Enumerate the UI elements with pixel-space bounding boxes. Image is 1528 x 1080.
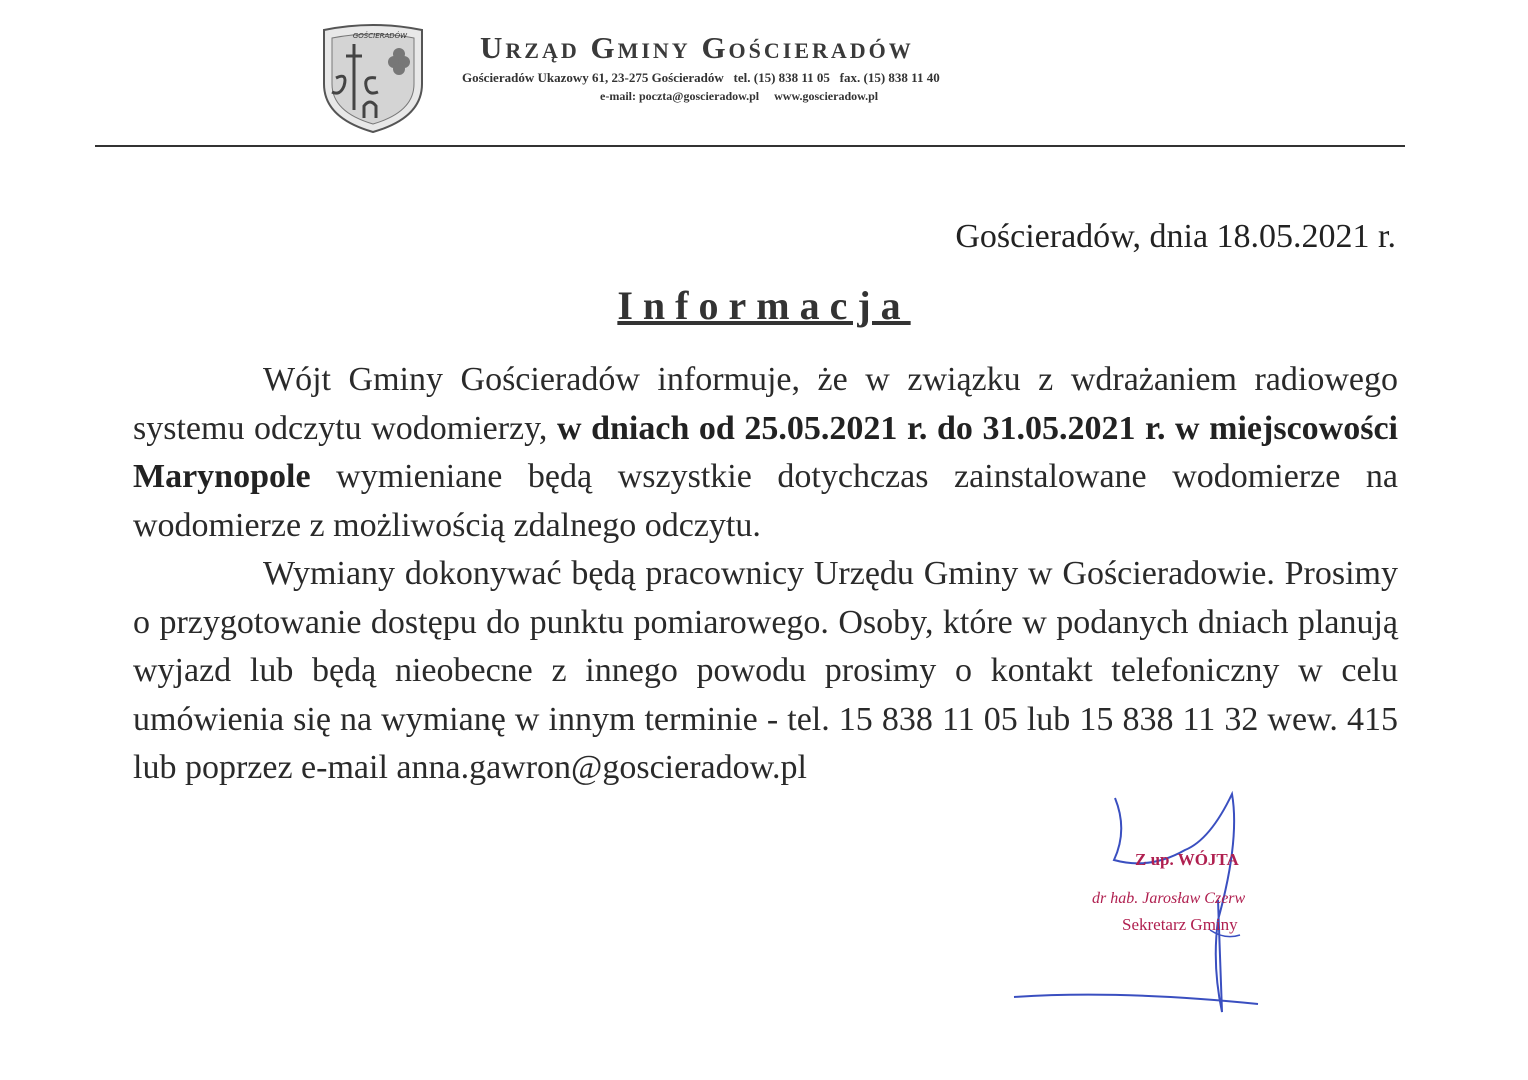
office-contact-email: e-mail: poczta@goscieradow.pl www.goscieradow.pl (600, 89, 879, 103)
stamp-signatory-title: Sekretarz Gminy (1122, 915, 1238, 934)
stamp-authorization: Z up. WÓJTA (1135, 850, 1239, 869)
svg-text:GOŚCIERADÓW: GOŚCIERADÓW (352, 32, 408, 40)
paragraph-1-rest: wymieniane będą wszystkie dotychczas zainstalowane wodomierze na wodomierze z możliwością zdalnego odczytu. (133, 458, 1398, 544)
place-and-date: Gościeradów, dnia 18.05.2021 r. (955, 218, 1396, 255)
office-name: Urząd Gminy Gościeradów (480, 30, 914, 65)
header-divider (95, 145, 1405, 147)
body-paragraph-2: Wymiany dokonywać będą pracownicy Urzędu Gminy w Gościeradowie. Prosimy o przygotowanie dostępu do punktu pomiarowego. Osoby, które w podanych dniach planują wyjazd lub będą nieobecne z innego powodu prosimy o kontakt telefoniczny w celu umówienia się na wymianę w innym terminie - tel. 15 838 11 05 lub 15 838 11 32 wew. 415 lub poprzez e-mail anna.gawron@goscieradow.pl (133, 555, 1398, 786)
body-paragraph-1 (133, 356, 1398, 550)
crest-emblem-icon (318, 22, 428, 134)
document-title: Informacja (617, 283, 911, 328)
office-contact-address: Gościeradów Ukazowy 61, 23-275 Gościeradów tel. (15) 838 11 05 fax. (15) 838 11 40 (462, 70, 940, 85)
paragraph-1-dates: w dniach od 25.05.2021 r. do 31.05.2021 r. (557, 409, 1176, 447)
stamp-signatory-name: dr hab. Jarosław Czerw (1092, 890, 1246, 907)
paragraph-1-lead: Wójt Gminy Gościeradów informuje, że w związku z wdrażaniem radiowego systemu odczytu wodomierzy, (133, 361, 1398, 447)
document-body (133, 356, 1398, 793)
paragraph-1-place: w miejscowości Marynopole (133, 409, 1398, 495)
municipal-crest (318, 22, 428, 134)
signature-block (1010, 790, 1310, 1020)
